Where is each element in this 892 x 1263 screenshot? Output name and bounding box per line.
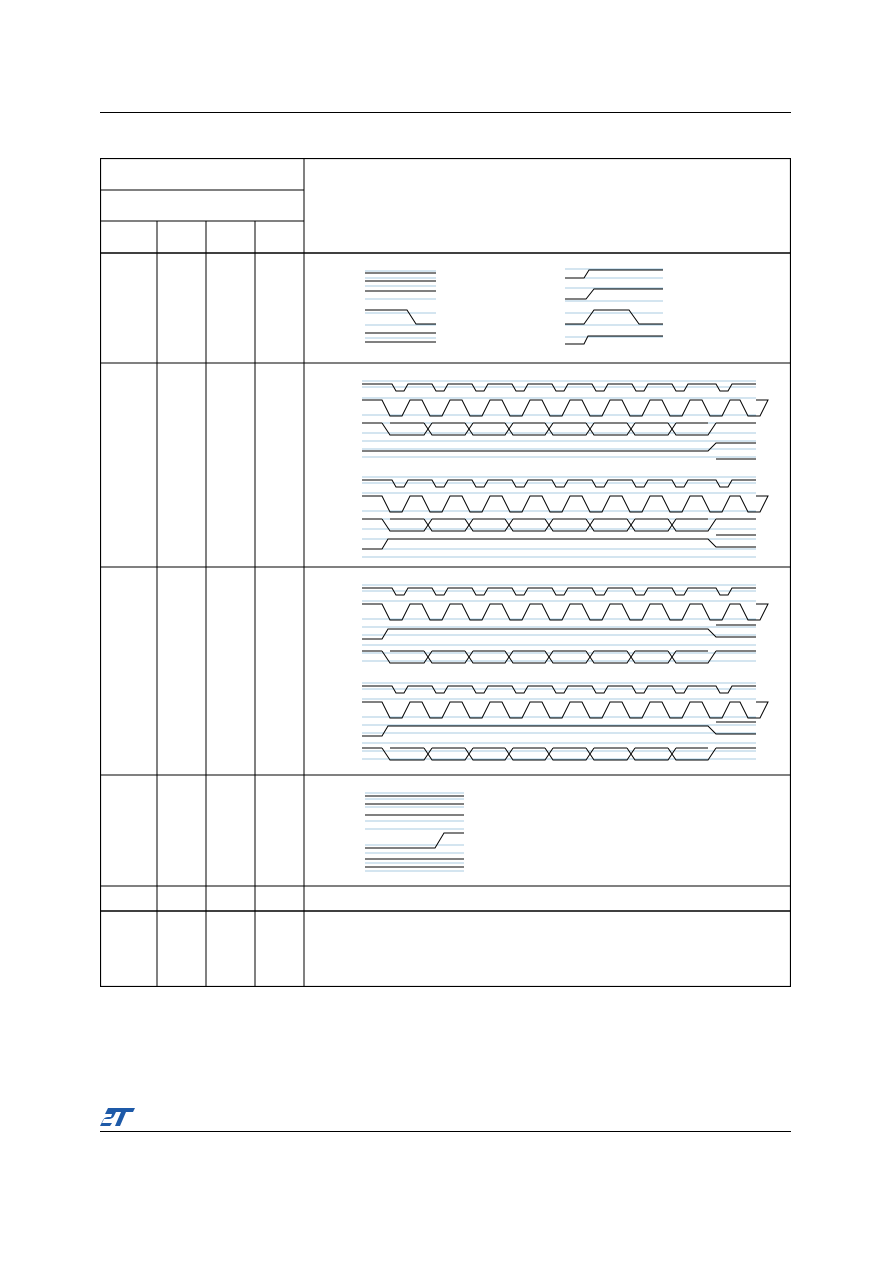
- row2-frameB-square-clock: [362, 496, 768, 512]
- row1-right-signal-2: [565, 289, 663, 299]
- row2-frameB-early-rise: [362, 539, 756, 549]
- timing-table: [100, 158, 791, 987]
- row1-left-signal-4: [365, 310, 436, 324]
- row1-right-signal-3: [565, 310, 663, 324]
- row2-frameA-square-clock: [362, 400, 768, 416]
- timing-table-grid: [100, 158, 791, 987]
- footer-rule: [100, 1131, 791, 1132]
- row3-frameB-early-rise: [362, 726, 756, 736]
- row4-signal-4: [365, 833, 464, 848]
- header-rule: [100, 112, 791, 113]
- row3-frameA-early-rise: [362, 629, 756, 639]
- st-logo-icon: [100, 1105, 136, 1129]
- row3-frameB-bus-cell-lower-0: [382, 748, 432, 760]
- row3-frameB-square-clock: [362, 702, 768, 718]
- table-border: [101, 159, 791, 987]
- row3-frameA-square-clock: [362, 604, 768, 620]
- row1-right-signal-1: [565, 270, 663, 278]
- row2-frameA-select: [362, 443, 756, 451]
